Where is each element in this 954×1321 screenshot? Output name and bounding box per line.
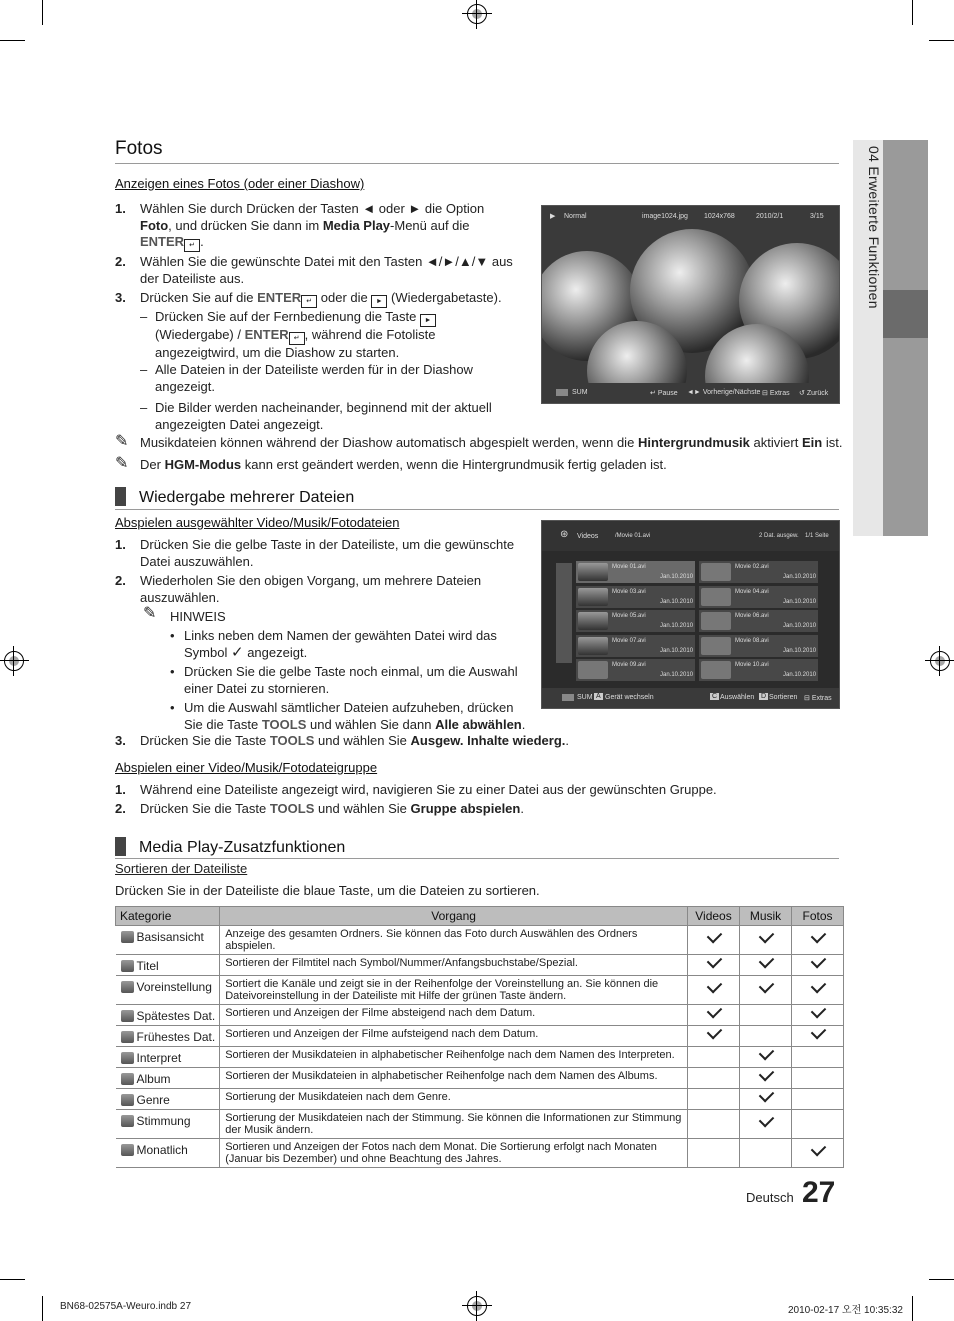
- a-button-icon: A: [596, 693, 601, 700]
- operation-cell: Sortieren der Musikdateien in alphabetischer Reihenfolge nach dem Namen des Interpreten.: [220, 1047, 688, 1068]
- shot2-page: 1/1 Seite: [805, 533, 829, 539]
- category-cell: [116, 1026, 220, 1047]
- enter-key-icon: ↵: [184, 239, 200, 252]
- checkmark-icon: [810, 1003, 826, 1019]
- shot2-device: Gerät wechseln: [605, 694, 654, 701]
- step-number: 3.: [115, 290, 126, 305]
- file-date: Jan.10.2010: [783, 647, 817, 654]
- category-icon: [121, 1052, 134, 1064]
- category-label: Frühestes Dat.: [136, 1030, 216, 1044]
- shot1-sum: SUM: [572, 389, 588, 396]
- category-label: Interpret: [136, 1051, 182, 1065]
- file-date: Jan.10.2010: [660, 574, 694, 580]
- thumbnail-icon: [578, 637, 608, 655]
- subheading: Sortieren der Dateiliste: [115, 861, 248, 876]
- shot2-sum: SUM: [577, 694, 593, 701]
- category-label: Album: [136, 1072, 171, 1086]
- checkmark-icon: [810, 978, 826, 994]
- file-name: Movie 06.avi: [735, 613, 769, 619]
- check-cell: [740, 955, 792, 976]
- table-row: [116, 926, 844, 955]
- checkmark-icon: [810, 928, 826, 944]
- category-label: Basisansicht: [136, 930, 204, 944]
- bullet-3: Um die Auswahl sämtlicher Dateien aufzuheben, drücken Sie die Taste TOOLS und wählen Sie dann Alle abwählen.: [184, 700, 526, 732]
- photo-viewer-screenshot: [541, 205, 840, 404]
- category-icon: [121, 1115, 134, 1127]
- checkmark-icon: ✓: [230, 643, 244, 661]
- category-cell: [116, 1089, 220, 1110]
- subheading: Anzeigen eines Fotos (oder einer Diashow): [115, 176, 365, 191]
- d-button-icon: D: [761, 693, 767, 700]
- shot1-pause: ↵ Pause: [650, 390, 678, 397]
- category-sidebar: [556, 563, 572, 663]
- category-icon: [121, 1031, 134, 1043]
- category-cell: [116, 976, 220, 1005]
- operation-cell: Sortierung der Musikdateien nach dem Genre.: [220, 1089, 688, 1110]
- file-list-item: [576, 561, 695, 583]
- file-list-item: [576, 586, 695, 608]
- file-list-item: [699, 561, 818, 583]
- thumbnail-icon: [701, 563, 731, 581]
- checkmark-icon: [758, 953, 774, 969]
- category-label: Stimmung: [136, 1114, 191, 1128]
- check-cell: [792, 1089, 844, 1110]
- crop-mark: [42, 1296, 43, 1321]
- footer-file: BN68-02575A-Weuro.indb 27: [60, 1301, 192, 1312]
- check-cell: [688, 976, 740, 1005]
- group-step-2: Drücken Sie die Taste TOOLS und wählen Sie Gruppe abspielen.: [140, 801, 524, 816]
- shot2-selected: 2 Dat. ausgew.: [759, 533, 799, 539]
- step-2: Wählen Sie die gewünschte Datei mit den Tasten ◄/►/▲/▼ aus der Dateiliste aus.: [140, 254, 513, 286]
- category-icon: [121, 960, 134, 972]
- category-label: Titel: [136, 959, 159, 973]
- category-cell: [116, 1110, 220, 1139]
- operation-cell: Sortieren der Musikdateien in alphabetischer Reihenfolge nach dem Namen des Albums.: [220, 1068, 688, 1089]
- table-row: [116, 1089, 844, 1110]
- operation-cell: Sortieren und Anzeigen der Filme absteigend nach dem Datum.: [220, 1005, 688, 1026]
- thumbnail-icon: [701, 588, 731, 606]
- file-date: Jan.10.2010: [660, 647, 694, 654]
- checkmark-icon: [706, 978, 722, 994]
- file-date: Jan.10.2010: [660, 672, 694, 678]
- shot1-res: 1024x768: [704, 213, 735, 220]
- table-row: [116, 976, 844, 1005]
- category-icon: [121, 981, 134, 993]
- shot1-date: 2010/2/1: [756, 213, 784, 220]
- bullet-1: Links neben dem Namen der gewähten Datei wird das Symbol ✓ angezeigt.: [184, 628, 497, 661]
- category-cell: [116, 1005, 220, 1026]
- operation-cell: Sortieren und Anzeigen der Fotos nach dem Monat. Die Sortierung erfolgt nach Monaten (Januar bis Dezember) und ohne Beachtung des Jahres.: [220, 1139, 688, 1168]
- check-cell: [792, 976, 844, 1005]
- table-header-row: [116, 907, 844, 926]
- chapter-tab-block: [883, 338, 928, 536]
- file-date: Jan.10.2010: [783, 598, 817, 605]
- shot2-select: Auswählen: [720, 694, 755, 701]
- file-date: Jan.10.2010: [783, 623, 817, 629]
- check-cell: [740, 1026, 792, 1047]
- check-cell: [688, 955, 740, 976]
- shot2-sort: Sortieren: [769, 694, 798, 701]
- shot2-path: /Movie 01.avi: [615, 533, 651, 539]
- file-name: Movie 09.avi: [612, 662, 646, 668]
- shot2-extras: ⊟ Extras: [804, 695, 832, 702]
- file-list-item: [576, 610, 695, 632]
- note-2: Der HGM-Modus kann erst geändert werden, wenn die Hintergrundmusik fertig geladen ist.: [140, 457, 667, 472]
- check-cell: [740, 926, 792, 955]
- file-date: Jan.10.2010: [660, 623, 694, 629]
- registration-mark-icon: [4, 651, 24, 671]
- crop-mark: [912, 1296, 913, 1321]
- operation-cell: Anzeige des gesamten Ordners. Sie können das Foto durch Auswählen des Ordners abspielen.: [220, 926, 688, 955]
- chapter-tab-block: [883, 140, 928, 290]
- check-cell: [740, 1089, 792, 1110]
- multi-step-1: Drücken Sie die gelbe Taste in der Dateiliste, um die gewünschte Datei auszuwählen.: [140, 537, 515, 569]
- checkmark-icon: [758, 928, 774, 944]
- dash-item: Die Bilder werden nacheinander, beginnend mit der aktuell angezeigten Datei angezeigt.: [155, 400, 492, 432]
- crop-mark: [0, 40, 25, 41]
- check-cell: [792, 926, 844, 955]
- shot2-title: Videos: [577, 533, 599, 540]
- sum-icon: [562, 694, 574, 701]
- checkmark-icon: [706, 1024, 722, 1040]
- file-date: Jan.10.2010: [783, 574, 817, 580]
- check-cell: [792, 955, 844, 976]
- section-rule: [115, 509, 839, 510]
- check-cell: [792, 1005, 844, 1026]
- dash-item: Drücken Sie auf der Fernbedienung die Taste ► (Wiedergabe) / ENTER ↵ , während die Fotoliste angezeigtwird, um die Diashow zu starten.: [155, 309, 436, 360]
- step-3: Drücken Sie auf die ENTER ↵ oder die ► (Wiedergabetaste).: [140, 290, 530, 308]
- checkmark-icon: [758, 1045, 774, 1061]
- check-cell: [792, 1026, 844, 1047]
- file-list-item: [699, 586, 818, 608]
- apples-photo: [542, 206, 839, 403]
- category-icon: [121, 1073, 134, 1085]
- check-cell: [740, 1068, 792, 1089]
- check-cell: [740, 1139, 792, 1168]
- category-cell: [116, 1068, 220, 1089]
- hinweis-label: HINWEIS: [170, 609, 226, 624]
- category-icon: [121, 1094, 134, 1106]
- operation-cell: Sortierung der Musikdateien nach der Stimmung. Sie können die Informationen zur Stimmung der Musik ändern.: [220, 1110, 688, 1139]
- checkmark-icon: [706, 1003, 722, 1019]
- multi-step-2: Wiederholen Sie den obigen Vorgang, um mehrere Dateien auszuwählen.: [140, 573, 482, 605]
- checkmark-icon: [758, 1112, 774, 1128]
- file-date: Jan.10.2010: [660, 598, 694, 605]
- header-kategorie: Kategorie: [116, 907, 220, 926]
- page-number: 27: [802, 1176, 836, 1209]
- section-title-fotos: Fotos: [115, 138, 163, 159]
- category-label: Genre: [136, 1093, 170, 1107]
- crop-mark: [912, 0, 913, 25]
- crop-mark: [929, 1279, 954, 1280]
- chapter-tab-active-block: [883, 290, 928, 338]
- crop-mark: [42, 0, 43, 25]
- check-cell: [688, 926, 740, 955]
- sort-table: [115, 906, 844, 1168]
- category-icon: [121, 931, 134, 943]
- check-cell: [688, 1047, 740, 1068]
- file-name: Movie 01.avi: [612, 564, 646, 570]
- table-row: [116, 1026, 844, 1047]
- operation-cell: Sortieren der Filmtitel nach Symbol/Nummer/Anfangsbuchstabe/Spezial.: [220, 955, 688, 976]
- shot1-count: 3/15: [810, 213, 824, 220]
- table-row: [116, 1047, 844, 1068]
- subheading: Abspielen ausgewählter Video/Musik/Fotodateien: [115, 515, 400, 530]
- operation-cell: Sortieren und Anzeigen der Filme aufsteigend nach dem Datum.: [220, 1026, 688, 1047]
- header-fotos: Fotos: [792, 907, 844, 926]
- note-icon: ✎: [115, 433, 129, 450]
- table-row: [116, 1139, 844, 1168]
- sum-icon: [556, 389, 568, 396]
- check-cell: [792, 1110, 844, 1139]
- section-rule: [115, 163, 839, 164]
- bullet-2: Drücken Sie die gelbe Taste noch einmal, um die Auswahl einer Datei zu stornieren.: [184, 664, 518, 696]
- footer-stamp: 2010-02-17 오전 10:35:32: [788, 1305, 903, 1316]
- enter-key-icon: ↵: [289, 332, 305, 345]
- file-date: Jan.10.2010: [783, 672, 817, 678]
- shot1-back: ↺ Zurück: [799, 390, 829, 397]
- checkmark-icon: [758, 1087, 774, 1103]
- thumbnail-icon: [701, 612, 731, 630]
- sort-intro: Drücken Sie in der Dateiliste die blaue Taste, um die Dateien zu sortieren.: [115, 883, 540, 898]
- file-name: Movie 08.avi: [735, 637, 769, 644]
- checkmark-icon: [706, 953, 722, 969]
- table-row: [116, 1110, 844, 1139]
- file-list-screenshot: [541, 520, 840, 709]
- header-musik: Musik: [740, 907, 792, 926]
- subheading: Abspielen einer Video/Musik/Fotodateigruppe: [115, 760, 378, 775]
- file-name: Movie 04.avi: [735, 588, 769, 595]
- thumbnail-icon: [578, 563, 608, 581]
- dash-item: Alle Dateien in der Dateiliste werden für in der Diashow angezeigt.: [155, 362, 473, 394]
- category-cell: [116, 955, 220, 976]
- shot1-file: image1024.jpg: [642, 213, 688, 220]
- shot1-extras: ⊟ Extras: [762, 390, 790, 397]
- check-cell: [688, 1139, 740, 1168]
- check-cell: [688, 1026, 740, 1047]
- checkmark-icon: [810, 953, 826, 969]
- checkmark-icon: [706, 928, 722, 944]
- file-name: Movie 03.avi: [612, 588, 646, 595]
- footer-language: Deutsch: [746, 1190, 794, 1205]
- thumbnail-icon: [578, 588, 608, 606]
- check-cell: [740, 1110, 792, 1139]
- category-label: Monatlich: [136, 1143, 188, 1157]
- crop-mark: [0, 1279, 25, 1280]
- operation-cell: Sortiert die Kanäle und zeigt sie in der Reihenfolge der Voreinstellung an. Sie können die Dateivoreinstellung in der Dateiliste mit Hilfe der grünen Taste ändern.: [220, 976, 688, 1005]
- registration-mark-icon: [930, 651, 950, 671]
- file-list-item: [699, 659, 818, 681]
- play-key-icon: ►: [420, 314, 436, 327]
- thumbnail-icon: [701, 661, 731, 679]
- crop-mark: [929, 40, 954, 41]
- header-videos: Videos: [688, 907, 740, 926]
- step-number: 2.: [115, 254, 126, 269]
- table-row: [116, 1005, 844, 1026]
- thumbnail-icon: [578, 661, 608, 679]
- step-1: Wählen Sie durch Drücken der Tasten ◄ oder ► die Option Foto, und drücken Sie dann im Media Play-Menü auf die ENTER ↵ .: [140, 201, 510, 252]
- file-name: Movie 10.avi: [735, 662, 769, 668]
- c-button-icon: C: [712, 693, 718, 700]
- shot1-mode: Normal: [564, 213, 587, 220]
- table-row: [116, 955, 844, 976]
- checkmark-icon: [810, 1141, 826, 1157]
- thumbnail-icon: [701, 637, 731, 655]
- check-cell: [792, 1139, 844, 1168]
- enter-key-icon: ↵: [301, 295, 317, 308]
- check-cell: [740, 1047, 792, 1068]
- table-row: [116, 1068, 844, 1089]
- play-key-icon: ►: [371, 295, 387, 308]
- checkmark-icon: [758, 1066, 774, 1082]
- check-cell: [688, 1068, 740, 1089]
- file-name: Movie 02.avi: [735, 564, 769, 570]
- file-list-item: [699, 610, 818, 632]
- check-cell: [688, 1005, 740, 1026]
- check-cell: [792, 1047, 844, 1068]
- group-step-1: Während eine Dateiliste angezeigt wird, navigieren Sie zu einer Datei aus der gewünschten Gruppe.: [140, 782, 717, 797]
- video-icon: ⊛: [560, 529, 569, 540]
- note-icon: ✎: [115, 455, 129, 472]
- step-number: 1.: [115, 201, 126, 216]
- file-list-item: [576, 635, 695, 657]
- category-cell: [116, 1047, 220, 1068]
- play-icon: ▶: [550, 213, 556, 220]
- note-icon: ✎: [143, 605, 157, 622]
- file-grid: [576, 561, 832, 686]
- note-1: Musikdateien können während der Diashow automatisch abgespielt werden, wenn die Hintergrundmusik aktiviert Ein ist.: [140, 435, 843, 450]
- section-rule: [115, 858, 839, 859]
- thumbnail-icon: [578, 612, 608, 630]
- file-name: Movie 05.avi: [612, 613, 646, 619]
- file-name: Movie 07.avi: [612, 637, 646, 644]
- registration-mark-icon: [467, 4, 487, 24]
- check-cell: [740, 1005, 792, 1026]
- multi-step-3: Drücken Sie die Taste TOOLS und wählen Sie Ausgew. Inhalte wiederg..: [140, 733, 569, 748]
- section-title-extra: Media Play-Zusatzfunktionen: [115, 837, 345, 857]
- checkmark-icon: [758, 978, 774, 994]
- registration-mark-icon: [467, 1296, 487, 1316]
- category-cell: [116, 926, 220, 955]
- category-cell: [116, 1139, 220, 1168]
- check-cell: [688, 1110, 740, 1139]
- file-list-item: [576, 659, 695, 681]
- category-icon: [121, 1144, 134, 1156]
- shot1-prevnext: ◄► Vorherige/Nächste: [687, 389, 761, 396]
- category-icon: [121, 1010, 134, 1022]
- chapter-tab-label: 04 Erweiterte Funktionen: [866, 146, 882, 309]
- check-cell: [792, 1068, 844, 1089]
- check-cell: [740, 976, 792, 1005]
- category-label: Spätestes Dat.: [136, 1009, 216, 1023]
- header-vorgang: Vorgang: [220, 907, 688, 926]
- category-label: Voreinstellung: [136, 980, 212, 994]
- section-title-multi: Wiedergabe mehrerer Dateien: [115, 487, 354, 507]
- file-list-item: [699, 635, 818, 657]
- checkmark-icon: [810, 1024, 826, 1040]
- check-cell: [688, 1089, 740, 1110]
